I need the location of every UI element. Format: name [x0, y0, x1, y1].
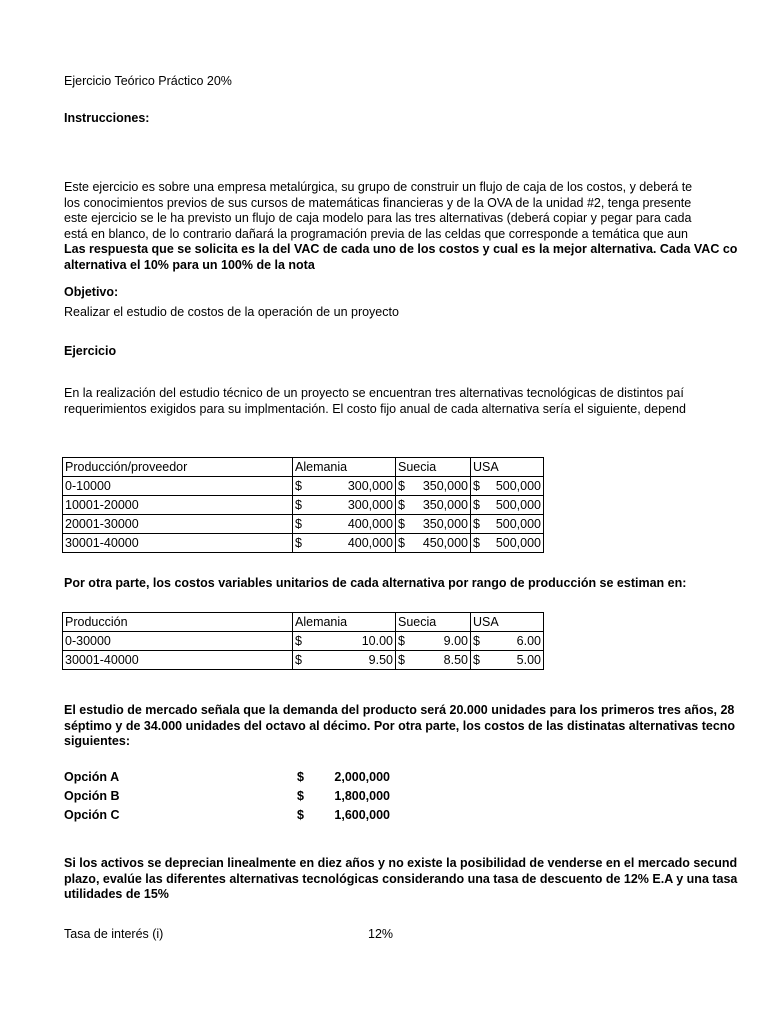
depreciation-line: Si los activos se deprecian linealmente en diez años y no existe la posibilidad de venderse en el mercado secund	[64, 856, 738, 870]
header-cell[interactable]: Producción/proveedor	[63, 458, 293, 477]
range-cell[interactable]: 20001-30000	[63, 515, 293, 534]
table-header-row	[63, 613, 544, 632]
value-cell[interactable]: $ 9.50	[293, 651, 396, 670]
value-cell[interactable]: $ 8.50	[396, 651, 471, 670]
intro-line: está en blanco, de lo contrario dañará la programación previa de las celdas que corresponde a temática que aun	[64, 226, 689, 241]
exercise-title: Ejercicio Teórico Práctico 20%	[64, 74, 232, 88]
intro-paragraph	[64, 180, 764, 273]
variable-costs-table	[62, 612, 544, 670]
intro-line: este ejercicio se le ha previsto un flujo de caja modelo para las tres alternativas (deberá copiar y pegar para cada	[64, 211, 692, 225]
intro-line: los conocimientos previos de sus cursos de matemáticas financieras y de la OVA de la unidad #2, tenga presente	[64, 195, 692, 210]
value-cell[interactable]: $ 350,000	[396, 477, 471, 496]
option-row	[64, 769, 404, 786]
option-label: Opción B	[64, 789, 120, 803]
intro-line: Las respuesta que se solicita es la del VAC de cada uno de los costos y cual es la mejor alternativa. Cada VAC co	[64, 242, 738, 256]
table-row	[63, 477, 544, 496]
header-cell[interactable]: Suecia	[396, 458, 471, 477]
header-cell[interactable]: Suecia	[396, 613, 471, 632]
interest-rate-label: Tasa de interés (i)	[64, 927, 164, 941]
value-cell[interactable]: $ 500,000	[471, 515, 544, 534]
header-cell[interactable]: USA	[471, 458, 544, 477]
range-cell[interactable]: 30001-40000	[63, 651, 293, 670]
table-row	[63, 632, 544, 651]
market-line: El estudio de mercado señala que la demanda del producto será 20.000 unidades para los primeros tres años, 28	[64, 703, 735, 717]
value-cell[interactable]: $ 400,000	[293, 534, 396, 553]
intro-line: alternativa el 10% para un 100% de la nota	[64, 257, 315, 272]
value-cell[interactable]: $ 300,000	[293, 477, 396, 496]
value-cell[interactable]: $ 500,000	[471, 477, 544, 496]
value-cell[interactable]: $ 500,000	[471, 534, 544, 553]
interest-rate-row	[64, 926, 404, 943]
value-cell[interactable]: $ 400,000	[293, 515, 396, 534]
interest-rate-value[interactable]: 12%	[368, 927, 394, 941]
objective-label: Objetivo:	[64, 285, 119, 299]
exercise-paragraph	[64, 386, 764, 417]
value-cell[interactable]: $ 5.00	[471, 651, 544, 670]
value-cell[interactable]: $ 9.00	[396, 632, 471, 651]
value-cell[interactable]: $ 300,000	[293, 496, 396, 515]
header-cell[interactable]: USA	[471, 613, 544, 632]
exercise-label: Ejercicio	[64, 344, 117, 358]
table-row	[63, 515, 544, 534]
value-cell[interactable]: $ 350,000	[396, 515, 471, 534]
objective-text: Realizar el estudio de costos de la operación de un proyecto	[64, 305, 399, 319]
value-cell[interactable]: $ 6.00	[471, 632, 544, 651]
option-label: Opción C	[64, 808, 120, 822]
option-row	[64, 788, 404, 805]
header-cell[interactable]: Producción	[63, 613, 293, 632]
option-label: Opción A	[64, 770, 120, 784]
table-row	[63, 534, 544, 553]
exercise-line: En la realización del estudio técnico de un proyecto se encuentran tres alternativas tecnológicas de distintos paí	[64, 386, 684, 400]
intro-line: Este ejercicio es sobre una empresa metalúrgica, su grupo de construir un flujo de caja de los costos, y deberá te	[64, 180, 693, 194]
value-cell[interactable]: $ 10.00	[293, 632, 396, 651]
fixed-costs-table	[62, 457, 544, 553]
table-header-row	[63, 458, 544, 477]
range-cell[interactable]: 0-10000	[63, 477, 293, 496]
market-line: siguientes:	[64, 734, 130, 748]
option-amount[interactable]: 1,800,000	[334, 789, 390, 803]
market-line: séptimo y de 34.000 unidades del octavo al décimo. Por otra parte, los costos de las distinatas alternativas tecno	[64, 718, 736, 733]
currency-symbol: $	[297, 789, 304, 803]
option-row	[64, 807, 404, 824]
table-row	[63, 496, 544, 515]
value-cell[interactable]: $ 350,000	[396, 496, 471, 515]
variable-costs-intro: Por otra parte, los costos variables unitarios de cada alternativa por rango de producción se estiman en:	[64, 576, 687, 590]
currency-symbol: $	[297, 808, 304, 822]
header-cell[interactable]: Alemania	[293, 458, 396, 477]
depreciation-line: utilidades de 15%	[64, 887, 169, 901]
range-cell[interactable]: 0-30000	[63, 632, 293, 651]
table-row	[63, 651, 544, 670]
value-cell[interactable]: $ 450,000	[396, 534, 471, 553]
value-cell[interactable]: $ 500,000	[471, 496, 544, 515]
option-amount[interactable]: 1,600,000	[334, 808, 390, 822]
depreciation-paragraph	[64, 856, 764, 903]
depreciation-line: plazo, evalúe las diferentes alternativas tecnológicas considerando una tasa de descuento de 12% E.A y una tasa	[64, 871, 738, 886]
instructions-label: Instrucciones:	[64, 111, 150, 125]
currency-symbol: $	[297, 770, 304, 784]
range-cell[interactable]: 10001-20000	[63, 496, 293, 515]
header-cell[interactable]: Alemania	[293, 613, 396, 632]
exercise-line: requerimientos exigidos para su implmentación. El costo fijo anual de cada alternativa sería el siguiente, depend	[64, 401, 686, 416]
market-paragraph	[64, 703, 764, 750]
range-cell[interactable]: 30001-40000	[63, 534, 293, 553]
option-amount[interactable]: 2,000,000	[334, 770, 390, 784]
